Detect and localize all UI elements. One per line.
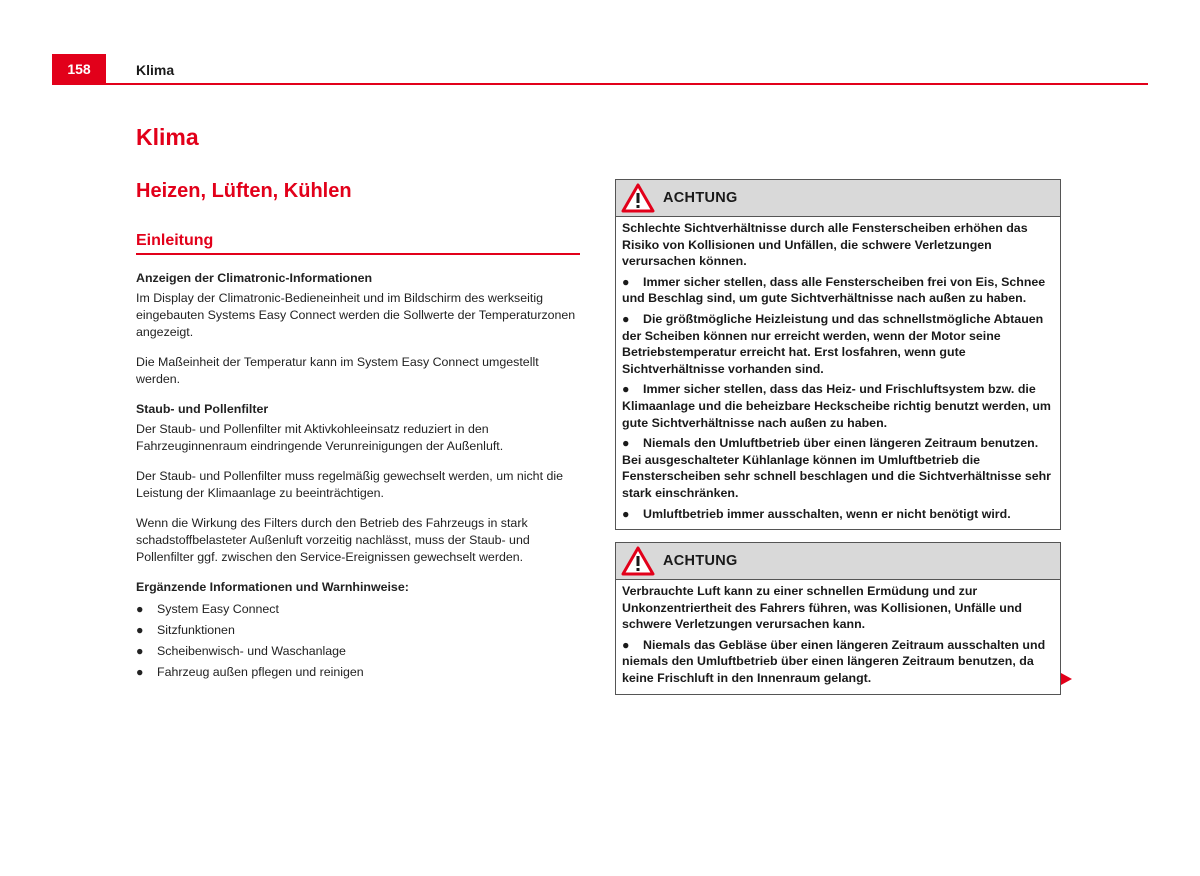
page-number: 158 [52,54,106,84]
continue-arrow-icon [1061,673,1072,685]
bullet-icon: ● [622,311,630,326]
list-item [136,622,580,639]
list-item [136,601,580,618]
warning-header [616,180,1060,217]
warning-triangle-icon [621,546,655,576]
left-column [136,270,580,685]
warning-item [622,311,1054,377]
filter-paragraph-1: Der Staub- und Pollenfilter mit Aktivkohleeinsatz reduziert in den Fahrzeuginnenraum eindringende Verunreinigungen der Außenluft. [136,422,504,453]
warning-box-fresh-air [615,542,1061,695]
bullet-icon: ● [622,506,630,521]
warning-item-text: Umluftbetrieb immer ausschalten, wenn er nicht benötigt wird. [643,506,1011,521]
bullet-icon: ● [622,637,630,652]
more-info-heading: Ergänzende Informationen und Warnhinweise: [136,580,409,594]
warning-intro: Schlechte Sichtverhältnisse durch alle Fensterscheiben erhöhen das Risiko von Kollisionen und Unfällen, die schwere Verletzungen verursachen können. [622,221,1028,269]
warning-item-text: Immer sicher stellen, dass alle Fensterscheiben frei von Eis, Schnee und Beschlag sind, um gute Sichtverhältnisse nach außen zu haben. [622,274,1046,306]
warning-item [622,435,1054,501]
warning-item-text: Niemals das Gebläse über einen längeren Zeitraum ausschalten und niemals den Umluftbetrieb über einen längeren Zeitraum benutzen, da keine Frischluft in den Innenraum gelangt. [622,637,1046,685]
warning-title: ACHTUNG [663,553,738,569]
list-item-text: Fahrzeug außen pflegen und reinigen [157,665,364,679]
chapter-title: Klima [136,124,199,150]
list-item-text: Sitzfunktionen [157,623,235,637]
warning-title: ACHTUNG [663,190,738,206]
list-item [136,664,580,681]
warning-box-visibility [615,179,1061,530]
list-item-text: System Easy Connect [157,602,279,616]
header-rule [52,83,1148,85]
warning-item-text: Niemals den Umluftbetrieb über einen längeren Zeitraum benutzen. Bei ausgeschalteter Kühlanlage können im Umluftbetrieb die Fensterscheiben sehr schnell beschlagen und die Sichtverhältnisse sehr stark einschränken. [622,436,1052,500]
filter-paragraph-2: Der Staub- und Pollenfilter muss regelmäßig gewechselt werden, um nicht die Leistung der Klimaanlage zu beeinträchtigen. [136,469,563,500]
climatronic-paragraph-1: Im Display der Climatronic-Bedieneinheit und im Bildschirm des werkseitig eingebauten Systems Easy Connect werden die Sollwerte der Temperaturzonen angezeigt. [136,291,576,339]
list-item [136,643,580,660]
page-header [52,54,1148,86]
warning-item [622,637,1054,687]
bullet-icon: ● [136,602,144,616]
bullet-icon: ● [136,665,144,679]
climatronic-heading: Anzeigen der Climatronic-Informationen [136,271,373,285]
filter-heading: Staub- und Pollenfilter [136,402,269,416]
warning-body [616,217,1060,529]
filter-paragraph-3: Wenn die Wirkung des Filters durch den Betrieb des Fahrzeugs in stark schadstoffbelasteter Außenluft vorzeitig nachlässt, muss der Staub- und Pollenfilter ggf. zwischen den Service-Ereignissen gewechselt werden. [136,516,530,564]
bullet-icon: ● [136,623,144,637]
warning-item [622,381,1054,431]
more-info-list [136,601,580,681]
warning-triangle-icon [621,183,655,213]
bullet-icon: ● [622,382,630,397]
list-item-text: Scheibenwisch- und Waschanlage [157,644,346,658]
warning-item-text: Die größtmögliche Heizleistung und das schnellstmögliche Abtauen der Scheiben können nur erreicht werden, wenn der Motor seine Betriebstemperatur erreicht hat. Erst losfahren, wenn gute Sichtverhältnisse vorhanden sind. [622,311,1044,376]
warning-body [616,580,1060,694]
subsection-title: Einleitung [136,232,580,255]
section-title: Heizen, Lüften, Kühlen [136,180,352,202]
bullet-icon: ● [622,436,630,451]
warning-item [622,506,1054,523]
bullet-icon: ● [622,274,630,289]
running-title: Klima [136,62,175,78]
bullet-icon: ● [136,644,144,658]
warning-item-text: Immer sicher stellen, dass das Heiz- und Frischluftsystem bzw. die Klimaanlage und die beheizbare Heckscheibe richtig benutzt werden, um gute Sichtverhältnisse nach außen zu haben. [622,382,1051,430]
climatronic-paragraph-2: Die Maßeinheit der Temperatur kann im System Easy Connect umgestellt werden. [136,355,539,386]
warning-intro: Verbrauchte Luft kann zu einer schnellen Ermüdung und zur Unkonzentriertheit des Fahrers führen, was Kollisionen, Unfälle und schwere Verletzungen verursachen kann. [622,584,1023,632]
warning-item [622,274,1054,307]
warning-header [616,543,1060,580]
